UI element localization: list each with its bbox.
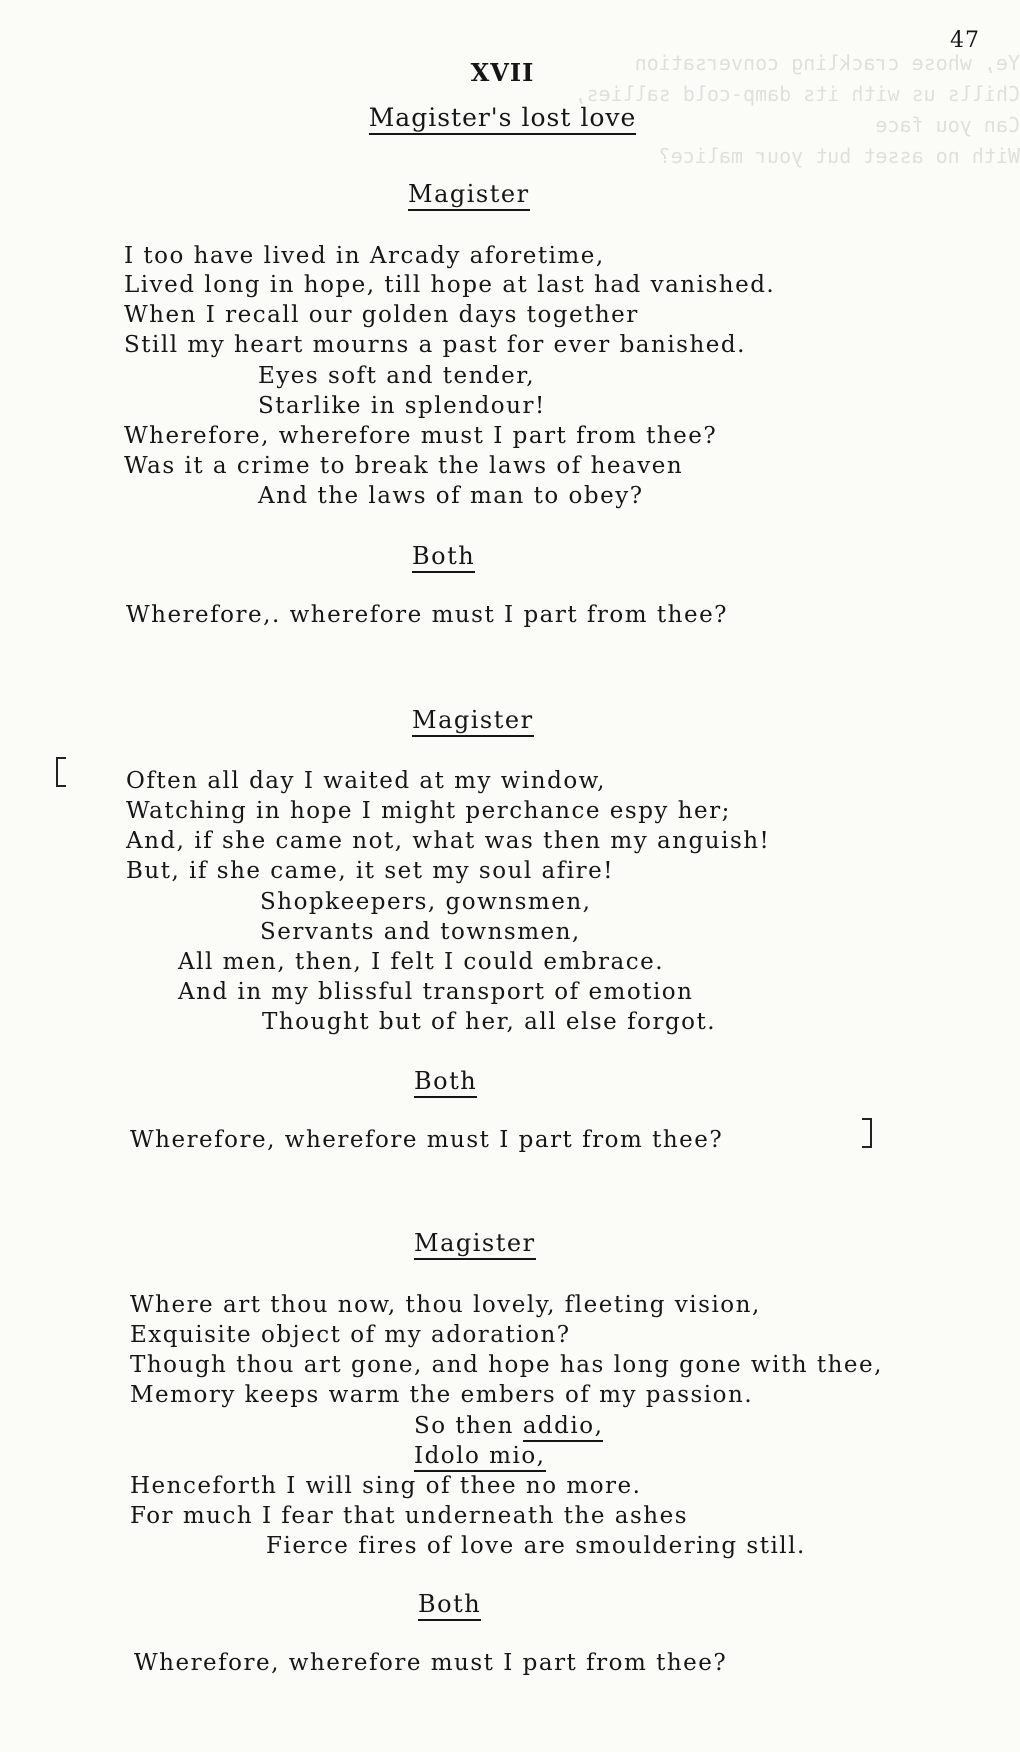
verse-line: And in my blissful transport of emotion bbox=[178, 979, 694, 1005]
verse-line: I too have lived in Arcady aforetime, bbox=[124, 243, 605, 269]
chapter-number: XVII bbox=[470, 58, 535, 87]
verse-line: Where art thou now, thou lovely, fleeting vision, bbox=[130, 1292, 761, 1318]
speaker-heading: Magister bbox=[414, 1229, 536, 1257]
verse-line: Starlike in splendour! bbox=[258, 393, 546, 419]
verse-line: Watching in hope I might perchance espy her; bbox=[126, 798, 731, 824]
verse-line: Eyes soft and tender, bbox=[258, 363, 536, 389]
verse-line: And, if she came not, what was then my anguish! bbox=[126, 828, 771, 854]
verse-line: Henceforth I will sing of thee no more. bbox=[130, 1473, 642, 1499]
verse-line: Servants and townsmen, bbox=[260, 919, 581, 945]
verse-line: Thought but of her, all else forgot. bbox=[262, 1009, 717, 1035]
verse-line: Though thou art gone, and hope has long gone with thee, bbox=[130, 1352, 883, 1378]
song-title: Magister's lost love bbox=[0, 103, 1005, 132]
verse-line: When I recall our golden days together bbox=[124, 302, 639, 328]
speaker-heading: Both bbox=[414, 1067, 477, 1095]
speaker-heading: Both bbox=[418, 1590, 481, 1618]
verse-line: Exquisite object of my adoration? bbox=[130, 1322, 571, 1348]
verse-line: Often all day I waited at my window, bbox=[126, 768, 606, 794]
margin-bracket-right bbox=[862, 1118, 872, 1148]
speaker-heading: Magister bbox=[412, 706, 534, 734]
verse-line: But, if she came, it set my soul afire! bbox=[126, 858, 614, 884]
verse-line: Wherefore, wherefore must I part from thee? bbox=[134, 1650, 728, 1676]
verse-line: Memory keeps warm the embers of my passion. bbox=[130, 1382, 754, 1408]
verse-line: Wherefore, wherefore must I part from thee? bbox=[124, 423, 718, 449]
verse-line: Shopkeepers, gownsmen, bbox=[260, 889, 592, 915]
page-number: 47 bbox=[950, 28, 980, 53]
verse-line: Fierce fires of love are smouldering still. bbox=[266, 1533, 806, 1559]
speaker-heading: Both bbox=[412, 542, 475, 570]
verse-line: All men, then, I felt I could embrace. bbox=[178, 949, 665, 975]
verse-line: So then addio, bbox=[414, 1413, 603, 1439]
verse-line: Idolo mio, bbox=[414, 1443, 546, 1469]
speaker-heading: Magister bbox=[408, 180, 530, 208]
verse-line: Was it a crime to break the laws of heaven bbox=[124, 453, 684, 479]
verse-line: Still my heart mourns a past for ever banished. bbox=[124, 332, 746, 358]
verse-line: For much I fear that underneath the ashes bbox=[130, 1503, 689, 1529]
verse-line: And the laws of man to obey? bbox=[258, 483, 644, 509]
margin-bracket-left bbox=[56, 757, 66, 787]
verse-line: Wherefore, wherefore must I part from thee? bbox=[130, 1127, 724, 1153]
bleed-through-text: Ye, whose crackling conversation Chills us with its damp-cold sallies, Can you face With no asset but your malice? bbox=[574, 51, 1020, 168]
verse-line: Lived long in hope, till hope at last had vanished. bbox=[124, 272, 776, 298]
verse-line: Wherefore,. wherefore must I part from thee? bbox=[126, 602, 729, 628]
